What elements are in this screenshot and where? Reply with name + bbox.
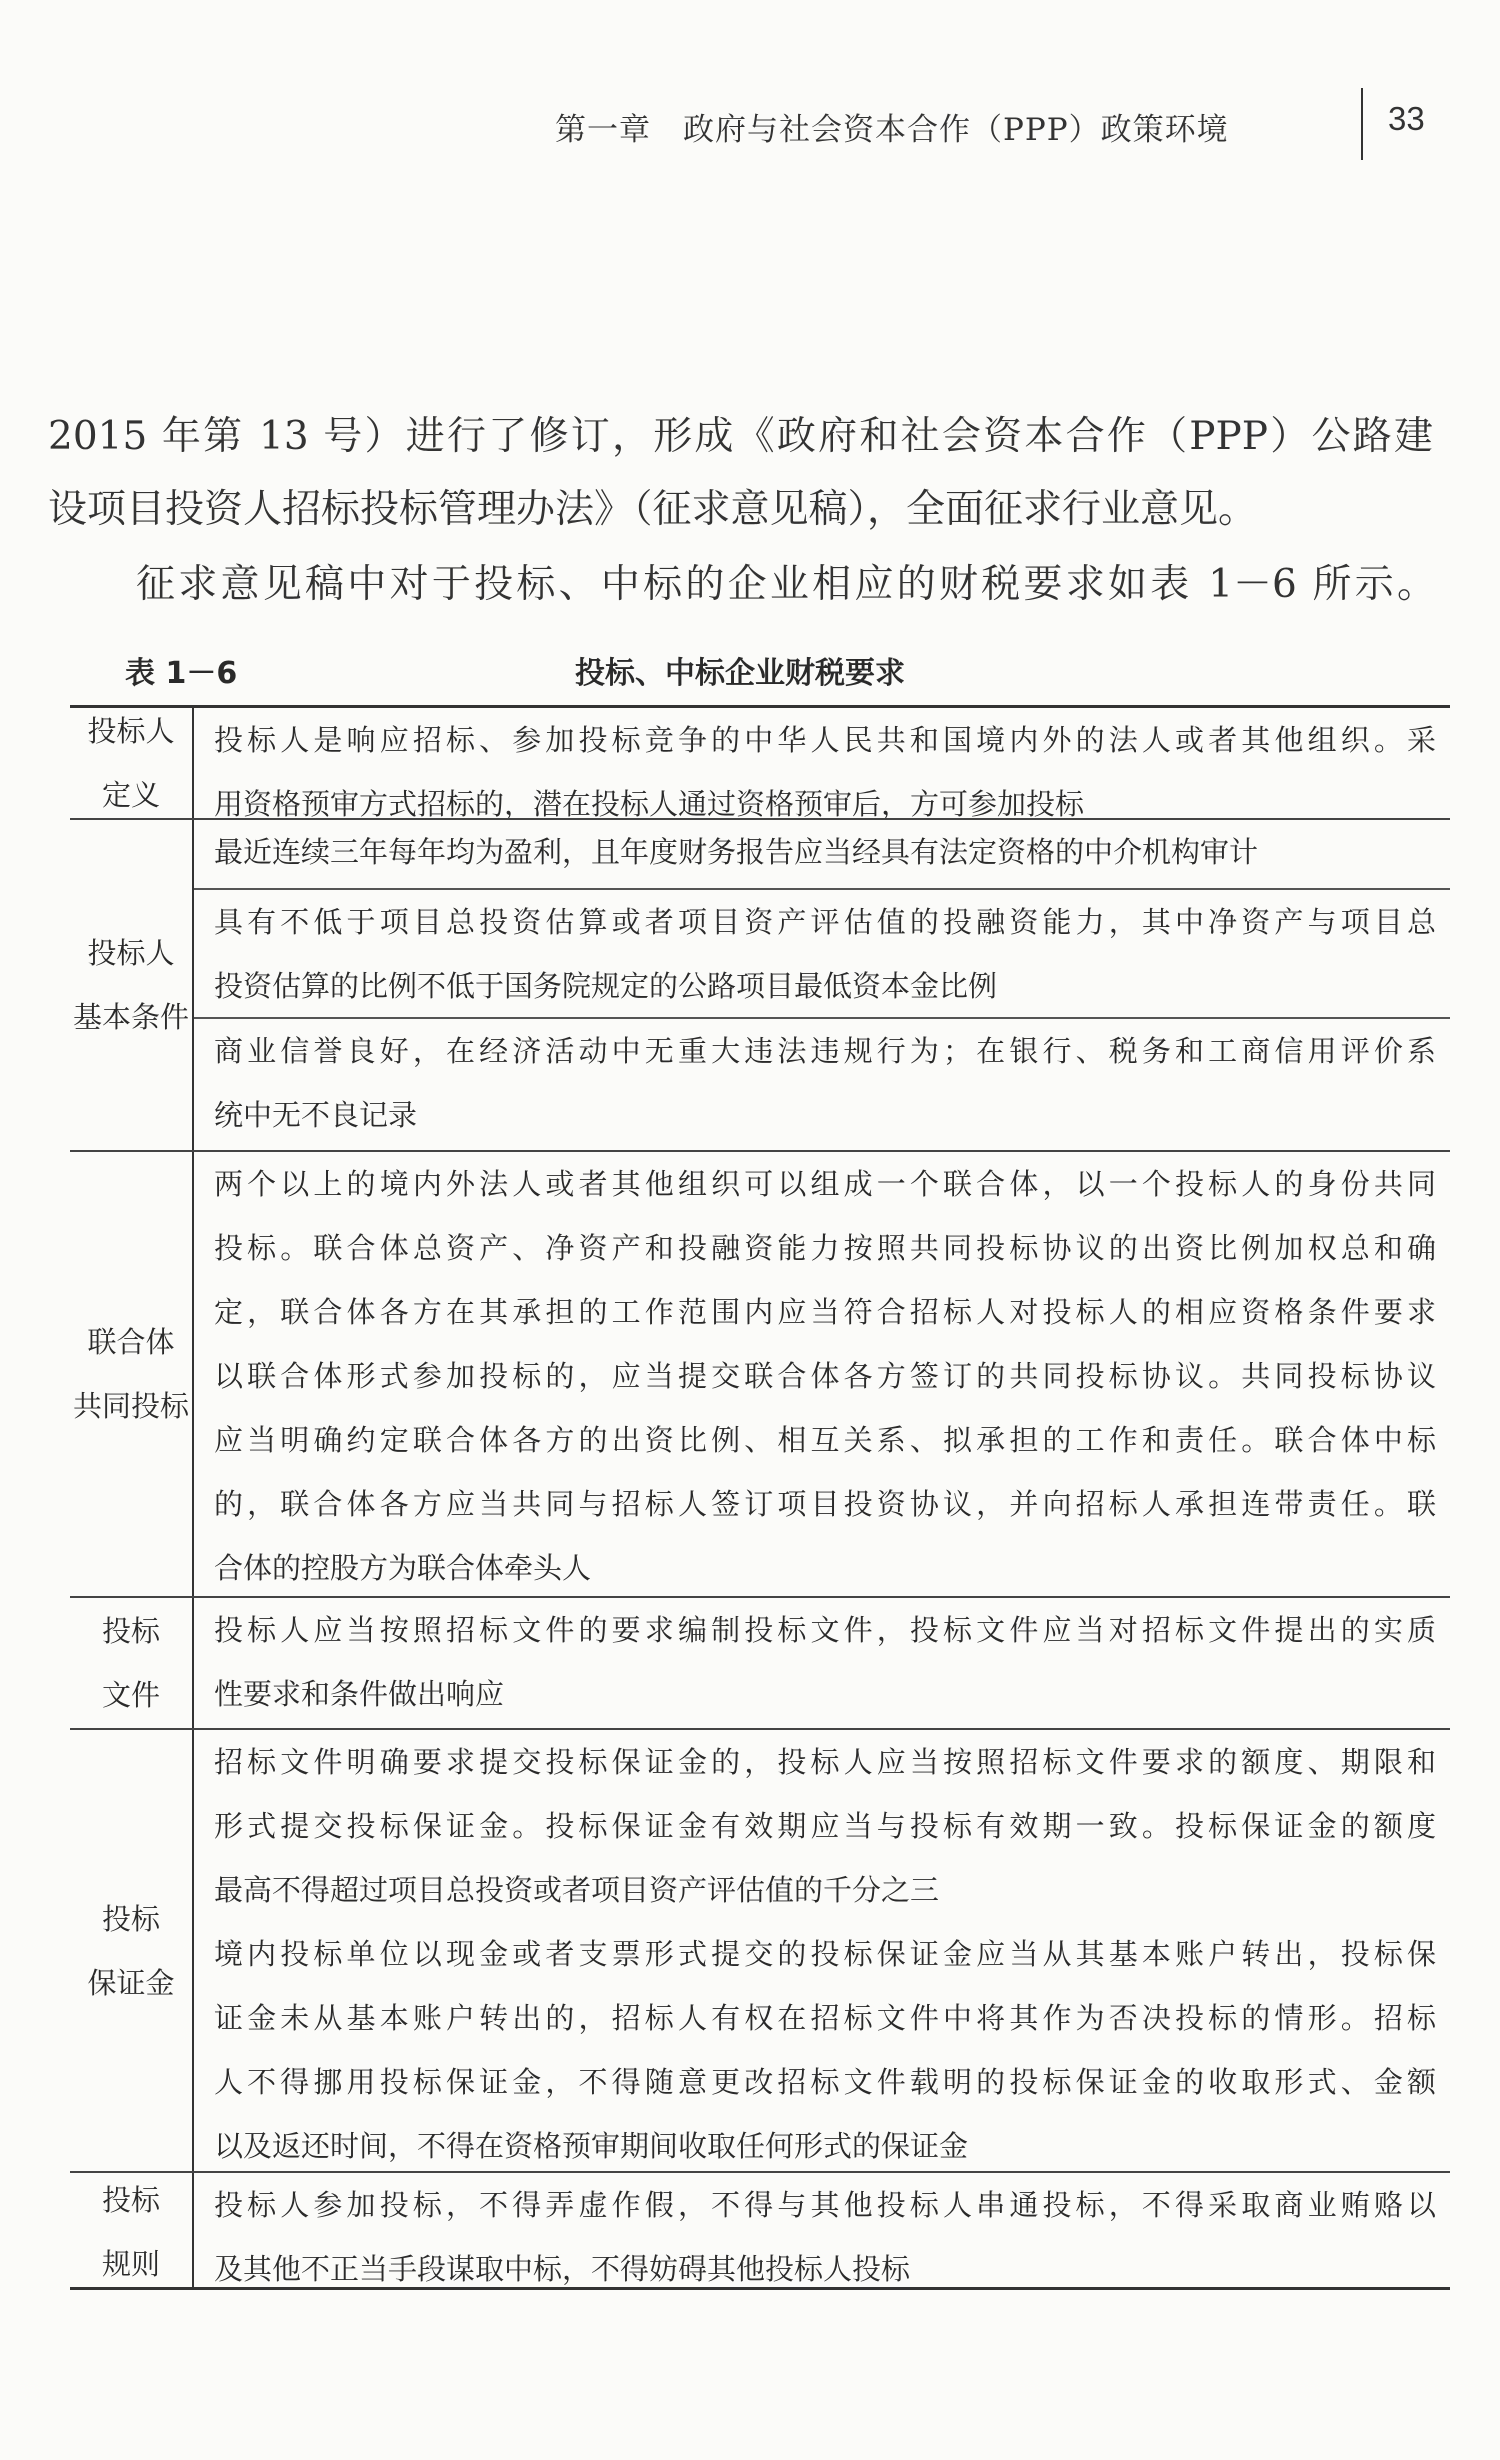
row-label-line: 投标人 [87,936,175,970]
row-label [70,708,194,818]
body-text-line: 2015 年第 13 号）进行了修订，形成《政府和社会资本合作（PPP）公路建 [48,414,1433,459]
cell-text-line: 两个以上的境内外法人或者其他组织可以组成一个联合体，以一个投标人的身份共同 [214,1167,1436,1201]
row-label-line: 基本条件 [72,1000,189,1034]
cell-text-line: 投标。联合体总资产、净资产和投融资能力按照共同投标协议的出资比例加权总和确 [214,1231,1436,1265]
body-text-line: 设项目投资人招标投标管理办法》（征求意见稿），全面征求行业意见。 [48,487,1258,532]
row-label-line: 共同投标 [72,1389,189,1423]
cell-text-line: 的，联合体各方应当共同与招标人签订项目投资协议，并向招标人承担连带责任。联 [214,1487,1436,1521]
row-label-line: 投标 [101,1901,160,1936]
table-cell [194,1598,1450,1730]
table-cell [194,708,1450,821]
cell-text-line: 合体的控股方为联合体牵头人 [214,1551,592,1585]
row-label-line: 联合体 [87,1325,175,1359]
table-cell [194,1152,1450,1598]
cell-text-line: 及其他不正当手段谋取中标，不得妨碍其他投标人投标 [214,2252,911,2286]
table-cell [194,888,1450,1017]
cell-text-line: 定，联合体各方在其承担的工作范围内应当符合招标人对投标人的相应资格条件要求 [214,1295,1436,1329]
table-cell [194,820,1450,888]
table-row [70,1728,1450,2171]
table-row [70,1150,1450,1596]
cell-text-line: 招标文件明确要求提交投标保证金的，投标人应当按照招标文件要求的额度、期限和 [214,1745,1436,1779]
row-content [194,1152,1450,1596]
cell-text-line: 最近连续三年每年均为盈利，且年度财务报告应当经具有法定资格的中介机构审计 [214,835,1259,869]
running-head-title: 第一章 政府与社会资本合作（PPP）政策环境 [555,112,1229,148]
cell-text-line: 用资格预审方式招标的，潜在投标人通过资格预审后，方可参加投标 [214,787,1085,821]
row-label [70,1730,194,2171]
row-label-line: 规则 [101,2246,160,2281]
table-cell [194,2173,1450,2292]
row-label [70,1152,194,1596]
body-text-line: 征求意见稿中对于投标、中标的企业相应的财税要求如表 1－6 所示。 [136,562,1436,607]
table-title: 投标、中标企业财税要求 [575,656,905,691]
cell-text-line: 以及返还时间，不得在资格预审期间收取任何形式的保证金 [214,2129,969,2163]
cell-text-line: 性要求和条件做出响应 [214,1677,505,1711]
header-divider [1361,88,1363,160]
cell-text-line: 证金未从基本账户转出的，招标人有权在招标文件中将其作为否决投标的情形。招标 [214,2001,1436,2035]
table-row [70,818,1450,1150]
row-content [194,708,1450,821]
cell-text-line: 投标人应当按照招标文件的要求编制投标文件，投标文件应当对招标文件提出的实质 [214,1613,1436,1647]
cell-text-line: 统中无不良记录 [214,1098,418,1132]
cell-text-line: 应当明确约定联合体各方的出资比例、相互关系、拟承担的工作和责任。联合体中标 [214,1423,1436,1457]
row-content [194,820,1450,1150]
row-label [70,820,194,1150]
cell-text-line: 投标人参加投标，不得弄虚作假，不得与其他投标人串通投标，不得采取商业贿赂以 [214,2188,1436,2222]
row-label-line: 文件 [101,1678,160,1712]
page-number: 33 [1388,100,1425,137]
row-content [194,1598,1450,1728]
cell-text-line: 形式提交投标保证金。投标保证金有效期应当与投标有效期一致。投标保证金的额度 [214,1809,1436,1843]
row-content [194,1730,1450,2171]
row-label-line: 定义 [101,778,160,812]
row-label-line: 投标人 [87,714,175,748]
cell-text-line: 境内投标单位以现金或者支票形式提交的投标保证金应当从其基本账户转出，投标保 [214,1937,1436,1971]
row-label-line: 保证金 [87,1965,175,2000]
cell-text-line: 人不得挪用投标保证金，不得随意更改招标文件载明的投标保证金的收取形式、金额 [214,2065,1436,2099]
requirements-table [70,705,1450,2290]
cell-text-line: 以联合体形式参加投标的，应当提交联合体各方签订的共同投标协议。共同投标协议 [214,1359,1436,1393]
cell-text-line: 投资估算的比例不低于国务院规定的公路项目最低资本金比例 [214,969,998,1003]
cell-text-line: 最高不得超过项目总投资或者项目资产评估值的千分之三 [214,1873,940,1907]
table-number: 表 1－6 [125,656,238,691]
table-cell [194,1017,1450,1152]
table-row [70,2171,1450,2290]
table-row [70,708,1450,821]
row-content [194,2173,1450,2290]
row-label [70,1598,194,1728]
table-row [70,1596,1450,1728]
row-label-line: 投标 [101,2182,160,2217]
row-label [70,2173,194,2290]
cell-text-line: 商业信誉良好，在经济活动中无重大违法违规行为；在银行、税务和工商信用评价系 [214,1034,1436,1068]
cell-text-line: 投标人是响应招标、参加投标竞争的中华人民共和国境内外的法人或者其他组织。采 [214,723,1436,757]
row-label-line: 投标 [101,1614,160,1648]
cell-text-line: 具有不低于项目总投资估算或者项目资产评估值的投融资能力，其中净资产与项目总 [214,905,1436,939]
table-cell [194,1730,1450,2173]
